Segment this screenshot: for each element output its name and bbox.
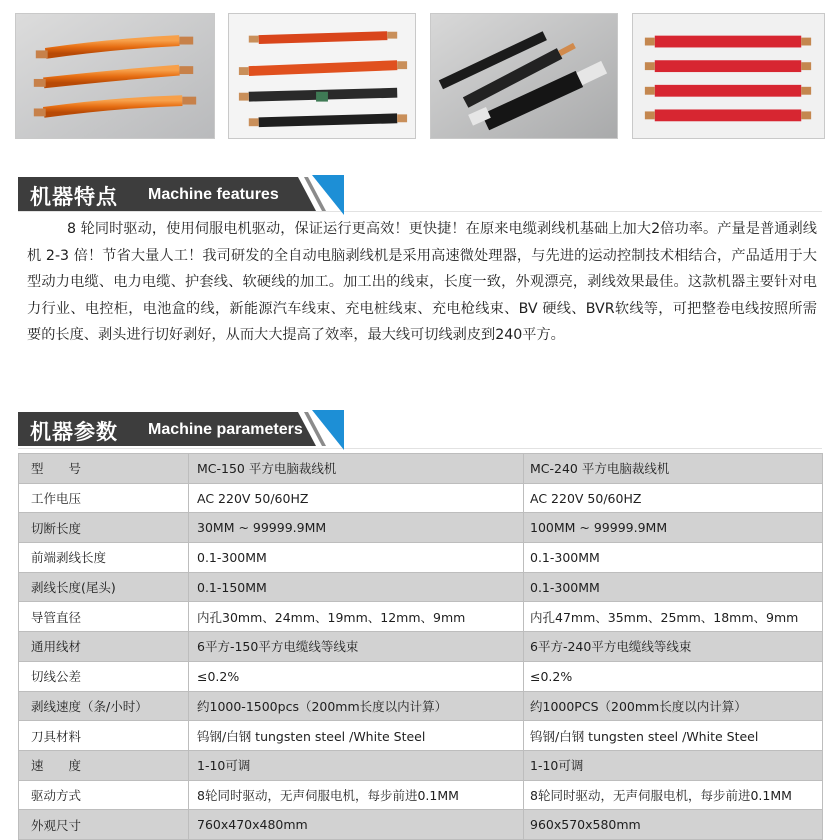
parameters-title-en: Machine parameters	[148, 421, 303, 438]
param-label: 外观尺寸	[19, 810, 189, 840]
param-label: 速 度	[19, 750, 189, 780]
param-label: 型 号	[19, 454, 189, 484]
param-value-mc240: AC 220V 50/60HZ	[524, 483, 823, 513]
table-row	[19, 661, 823, 691]
parameters-table	[18, 453, 823, 840]
table-row	[19, 454, 823, 484]
param-value-mc150: MC-150 平方电脑裁线机	[189, 454, 524, 484]
param-value-mc240: 960x570x580mm	[524, 810, 823, 840]
table-row	[19, 483, 823, 513]
param-value-mc150: 内孔30mm、24mm、19mm、12mm、9mm	[189, 602, 524, 632]
parameters-section-header	[18, 410, 340, 450]
parameters-table-body	[19, 454, 823, 840]
param-value-mc150: ≤0.2%	[189, 661, 524, 691]
param-label: 驱动方式	[19, 780, 189, 810]
param-value-mc240: 内孔47mm、35mm、25mm、18mm、9mm	[524, 602, 823, 632]
param-label: 前端剥线长度	[19, 543, 189, 573]
param-value-mc240: ≤0.2%	[524, 661, 823, 691]
param-value-mc150: 8轮同时驱动，无声伺服电机，每步前进0.1MM	[189, 780, 524, 810]
product-photo-strip	[0, 0, 840, 152]
param-value-mc150: 钨钢/白钢 tungsten steel /White Steel	[189, 721, 524, 751]
table-row	[19, 572, 823, 602]
table-row	[19, 810, 823, 840]
orange-cables-photo	[15, 13, 215, 139]
param-label: 通用线材	[19, 632, 189, 662]
table-row	[19, 602, 823, 632]
features-title-en: Machine features	[148, 186, 279, 203]
param-value-mc150: 1-10可调	[189, 750, 524, 780]
param-label: 剥线速度（条/小时）	[19, 691, 189, 721]
param-value-mc240: 0.1-300MM	[524, 572, 823, 602]
param-label: 切断长度	[19, 513, 189, 543]
param-value-mc240: MC-240 平方电脑裁线机	[524, 454, 823, 484]
param-value-mc150: 约1000-1500pcs（200mm长度以内计算）	[189, 691, 524, 721]
param-value-mc150: 760x470x480mm	[189, 810, 524, 840]
table-row	[19, 750, 823, 780]
table-row	[19, 780, 823, 810]
param-label: 切线公差	[19, 661, 189, 691]
param-value-mc150: AC 220V 50/60HZ	[189, 483, 524, 513]
features-title-cn: 机器特点	[30, 185, 118, 209]
parameters-title-cn: 机器参数	[30, 420, 118, 444]
param-value-mc240: 1-10可调	[524, 750, 823, 780]
table-row	[19, 721, 823, 751]
param-value-mc150: 30MM ~ 99999.9MM	[189, 513, 524, 543]
param-value-mc150: 6平方-150平方电缆线等线束	[189, 632, 524, 662]
param-label: 导管直径	[19, 602, 189, 632]
red-cables-photo	[632, 13, 825, 139]
param-value-mc240: 钨钢/白钢 tungsten steel /White Steel	[524, 721, 823, 751]
black-cables-photo	[430, 13, 618, 139]
param-label: 刀具材料	[19, 721, 189, 751]
param-label: 剥线长度(尾头)	[19, 572, 189, 602]
param-label: 工作电压	[19, 483, 189, 513]
features-paragraph	[27, 216, 817, 349]
param-value-mc240: 100MM ~ 99999.9MM	[524, 513, 823, 543]
param-value-mc150: 0.1-150MM	[189, 572, 524, 602]
param-value-mc240: 0.1-300MM	[524, 543, 823, 573]
param-value-mc150: 0.1-300MM	[189, 543, 524, 573]
features-section-header	[18, 175, 340, 215]
table-row	[19, 632, 823, 662]
table-row	[19, 543, 823, 573]
param-value-mc240: 6平方-240平方电缆线等线束	[524, 632, 823, 662]
param-value-mc240: 约1000PCS（200mm长度以内计算）	[524, 691, 823, 721]
table-row	[19, 513, 823, 543]
table-row	[19, 691, 823, 721]
mixed-cables-photo	[228, 13, 416, 139]
features-text: 8 轮同时驱动，使用伺服电机驱动，保证运行更高效！更快捷！在原来电缆剥线机基础上加大2倍功率。产量是普通剥线机 2-3 倍！节省大量人工！我司研发的全自动电脑剥线机是采用高速微处理器，与先进的运动控制技术相结合，产品适用于大型动力电缆、电力电缆、护套线、软硬线的加工。加工出的线束，长度一致，外观漂亮，剥线效果最佳。这款机器主要针对电力行业、电控柜，电池盒的线，新能源汽车线束、充电桩线束、充电枪线束、BV 硬线、BVR软线等，可把整卷电线按照所需要的长度、剥头进行切好剥好，从而大大提高了效率，最大线可切线剥皮到240平方。	[27, 221, 817, 344]
param-value-mc240: 8轮同时驱动，无声伺服电机，每步前进0.1MM	[524, 780, 823, 810]
